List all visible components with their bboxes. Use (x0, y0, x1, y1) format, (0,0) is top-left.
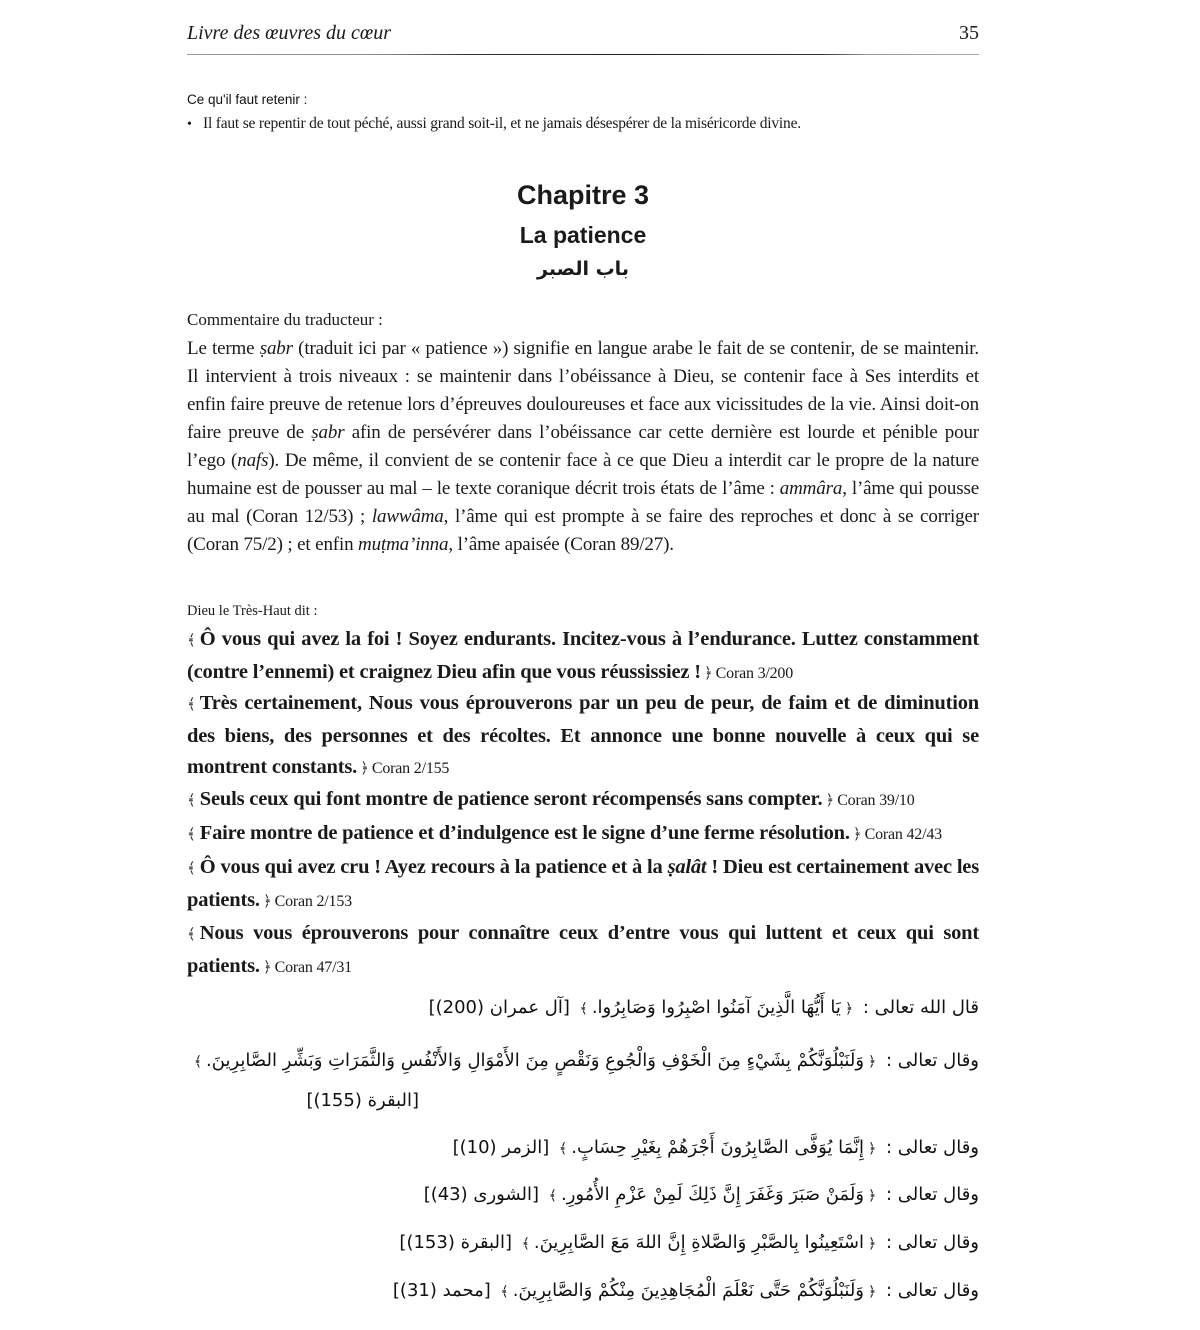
commentary-term: nafs (237, 450, 269, 471)
arabic-intro: قال الله تعالى : (862, 997, 979, 1018)
commentary-body (187, 335, 979, 559)
ornate-open-bracket-icon: ﴿ (868, 1188, 877, 1204)
book-title: Livre des œuvres du cœur (187, 22, 392, 44)
commentary-term: lawwâma (371, 506, 444, 527)
arabic-verse-text: وَلَنَبْلُوَنَّكُمْ بِشَيْءٍ مِنَ الْخَوْفِ وَالْجُوعِ وَنَقْصٍ مِنَ الأَمْوَالِ وَالأَنْفُسِ وَالثَّمَرَاتِ وَبَشِّرِ الصَّابِرِينَ. (206, 1050, 865, 1071)
ornate-open-bracket-icon: ﴿ (868, 1284, 877, 1300)
retain-item-text: Il faut se repentir de tout péché, aussi grand soit-il, et ne jamais désespérer de la miséricorde divine. (203, 115, 801, 132)
header-rule (187, 54, 979, 55)
ornate-close-bracket-icon: ﴾ (548, 1188, 557, 1204)
verse-reference: Coran 2/155 (371, 760, 450, 777)
verse-quote (187, 852, 979, 918)
arabic-verse-text: وَلَنَبْلُوَنَّكُمْ حَتَّى نَعْلَمَ الْمُجَاهِدِينَ مِنْكُمْ وَالصَّابِرِينَ. (512, 1280, 865, 1301)
ornate-close-bracket-icon: ﴿ (262, 894, 272, 910)
arabic-reference: [محمد (31)] (392, 1280, 491, 1301)
arabic-reference: [البقرة (155)] (306, 1090, 419, 1111)
arabic-intro: وقال تعالى : (885, 1137, 979, 1158)
arabic-verse (429, 997, 979, 1018)
ornate-close-bracket-icon: ﴾ (500, 1284, 509, 1300)
verse-text: Ô vous qui avez cru ! Ayez recours à la patience et à la (199, 856, 668, 878)
verse-quote (187, 688, 979, 785)
commentary-term: muṭma’inna (358, 534, 449, 555)
verse-quote (187, 818, 979, 851)
commentary-text: , l’âme qui est prompte à se faire des reproches et donc à se corriger (Coran 75/2) ; et enfin (187, 506, 979, 555)
arabic-verse (453, 1137, 979, 1158)
commentary-label: Commentaire du traducteur : (187, 310, 383, 329)
arabic-verse (393, 1280, 979, 1301)
verse-text: ! Dieu est certainement avec les patients. (187, 856, 979, 911)
verse-reference: Coran 3/200 (715, 665, 794, 682)
ornate-open-bracket-icon: ﴿ (868, 1054, 877, 1070)
ornate-open-bracket-icon: ﴾ (187, 827, 196, 843)
arabic-verse (399, 1232, 979, 1253)
ornate-close-bracket-icon: ﴿ (360, 761, 369, 777)
arabic-reference: [البقرة (153)] (399, 1232, 512, 1253)
arabic-verse-text: اسْتَعِينُوا بِالصَّبْرِ وَالصَّلاةِ إِنَّ اللهَ مَعَ الصَّابِرِينَ. (533, 1232, 865, 1253)
arabic-verse (424, 1184, 979, 1205)
verse-text: Faire montre de patience et d’indulgence est le signe d’une ferme résolution. (199, 822, 850, 844)
page-number: 35 (959, 22, 979, 44)
arabic-reference: [آل عمران (200)] (428, 997, 570, 1018)
retain-list-item (187, 115, 801, 133)
arabic-verse-text: إِنَّمَا يُوَفَّى الصَّابِرُونَ أَجْرَهُمْ بِغَيْرِ حِسَابٍ. (571, 1137, 865, 1158)
verses-intro: Dieu le Très-Haut dit : (187, 603, 318, 619)
ornate-close-bracket-icon: ﴾ (193, 1054, 203, 1070)
arabic-verse-text: وَلَمَنْ صَبَرَ وَغَفَرَ إِنَّ ذَلِكَ لَمِنْ عَزْمِ الأُمُورِ. (560, 1184, 865, 1205)
arabic-intro: وقال تعالى : (885, 1050, 979, 1071)
ornate-close-bracket-icon: ﴾ (559, 1141, 568, 1157)
verse-reference: Coran 2/153 (274, 893, 352, 910)
arabic-verse (190, 1050, 979, 1071)
ornate-close-bracket-icon: ﴾ (521, 1236, 530, 1252)
verse-reference: Coran 47/31 (274, 959, 352, 976)
chapter-number: Chapitre 3 (516, 180, 650, 210)
commentary-term: ammâra (779, 478, 843, 499)
ornate-open-bracket-icon: ﴿ (868, 1141, 877, 1157)
chapter-title: La patience (519, 222, 647, 248)
arabic-intro: وقال تعالى : (885, 1280, 979, 1301)
commentary-text: , l’âme qui pousse au mal (Coran 12/53) ; (187, 478, 979, 527)
ornate-open-bracket-icon: ﴾ (187, 633, 196, 649)
ornate-close-bracket-icon: ﴿ (262, 960, 272, 976)
verse-text: Très certainement, Nous vous éprouverons par un peu de peur, de faim et de diminution des biens, des personnes et des récoltes. Et annonce une bonne nouvelle à ceux qui se montrent constants. (187, 692, 979, 778)
verse-quote (187, 784, 979, 817)
verse-reference: Coran 39/10 (837, 792, 915, 809)
ornate-close-bracket-icon: ﴾ (579, 1001, 588, 1017)
bullet-icon: • (187, 117, 192, 132)
commentary-term: ṣabr (311, 422, 345, 443)
verse-quote (187, 918, 979, 984)
arabic-reference: [الزمر (10)] (452, 1137, 550, 1158)
arabic-intro: وقال تعالى : (885, 1232, 979, 1253)
commentary-text: (traduit ici par « patience ») signifie en langue arabe le fait de se contenir, de se maintenir. Il intervient à trois niveaux : se maintenir dans l’obéissance à Dieu, se contenir face à Ses interdits et enfin faire preuve de retenue lors d’épreuves douloureuses et face aux vicissitudes de la vie. Ainsi doit-on faire preuve de (187, 338, 979, 443)
verse-reference: Coran 42/43 (864, 826, 942, 843)
ornate-open-bracket-icon: ﴾ (187, 697, 196, 713)
ornate-open-bracket-icon: ﴾ (187, 861, 196, 877)
arabic-intro: وقال تعالى : (885, 1184, 979, 1205)
verse-term: ṣalât (667, 856, 707, 878)
commentary-text: ). De même, il convient de se contenir face à ce que Dieu a interdit car le propre de la nature humaine est de pousser au mal – le texte coranique décrit trois états de l’âme : (187, 450, 979, 499)
ornate-open-bracket-icon: ﴾ (187, 793, 196, 809)
commentary-text: , l’âme apaisée (Coran 89/27). (448, 534, 674, 555)
chapter-arabic-title: باب الصبر (537, 258, 629, 280)
retain-label: Ce qu'il faut retenir : (187, 92, 308, 107)
verse-text: Seuls ceux qui font montre de patience seront récompensés sans compter. (199, 788, 823, 810)
commentary-text: Le terme (187, 338, 260, 359)
ornate-close-bracket-icon: ﴿ (825, 793, 835, 809)
ornate-open-bracket-icon: ﴿ (868, 1236, 877, 1252)
running-header (187, 22, 979, 52)
arabic-verse-text: يَا أَيُّهَا الَّذِينَ آمَنُوا اصْبِرُوا وَصَابِرُوا. (591, 997, 841, 1018)
commentary-term: ṣabr (259, 338, 293, 359)
verse-text: Nous vous éprouverons pour connaître ceux d’entre vous qui luttent et ceux qui sont patients. (187, 922, 979, 977)
verse-quote (187, 624, 979, 690)
arabic-reference: [الشورى (43)] (423, 1184, 540, 1205)
arabic-reference-line (306, 1090, 419, 1111)
commentary-text: afin de persévérer dans l’obéissance car cette dernière est lourde et pénible pour l’ego ( (187, 422, 979, 471)
ornate-close-bracket-icon: ﴿ (703, 666, 713, 682)
ornate-open-bracket-icon: ﴾ (187, 927, 196, 943)
ornate-close-bracket-icon: ﴿ (852, 827, 862, 843)
ornate-open-bracket-icon: ﴿ (844, 1001, 854, 1017)
verse-text: Ô vous qui avez la foi ! Soyez endurants. Incitez-vous à l’endurance. Luttez constamment (contre l’ennemi) et craignez Dieu afin que vous réussissiez ! (187, 628, 979, 683)
